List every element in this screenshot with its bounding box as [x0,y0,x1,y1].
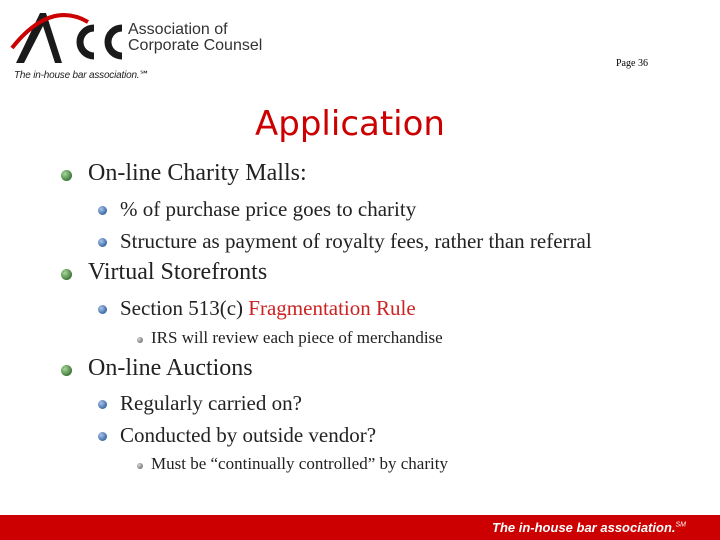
service-mark: SM [675,521,686,529]
bullet-text: IRS will review each piece of merchandise [151,328,443,347]
page-number: Page 36 [616,58,648,69]
bullet-level2-icon [98,305,107,314]
bullet-text: Structure as payment of royalty fees, rather than referral [120,229,592,253]
bullet-level3-icon [137,463,143,469]
bullet-text: Must be “continually controlled” by charity [151,454,448,473]
bullet-item-level1 [88,160,307,187]
logo-tagline: The in-house bar association.℠ [14,70,150,81]
bullet-item-level2 [120,391,302,416]
bullet-text: Conducted by outside vendor? [120,423,377,447]
logo-org-line1: Association of [128,21,228,38]
bullet-text: % of purchase price goes to charity [120,197,417,221]
bullet-item-level2 [120,296,416,321]
logo-org-line2: Corporate Counsel [128,37,263,54]
logo-org-name [128,22,268,54]
footer-tagline [492,520,686,535]
bullet-item-level3 [151,454,448,474]
footer-tagline-text: The in-house bar association. [492,520,676,535]
bullet-text: On-line Charity Malls: [88,160,307,186]
bullet-level1-icon [61,170,72,181]
acc-monogram-icon [10,8,130,68]
bullet-text: On-line Auctions [88,355,253,381]
bullet-item-level2 [120,423,376,448]
bullet-level1-icon [61,365,72,376]
bullet-item-level1 [88,355,253,382]
footer-bar [0,515,720,540]
bullet-item-level2 [120,229,592,254]
acc-logo [10,8,263,83]
bullet-text: Virtual Storefronts [88,259,268,285]
bullet-text: Regularly carried on? [120,391,302,415]
bullet-item-level1 [88,259,267,286]
bullet-level2-icon [98,206,107,215]
bullet-level2-icon [98,238,107,247]
bullet-item-level3 [151,328,443,348]
bullet-text: Section 513(c) [120,296,249,320]
bullet-item-level2 [120,197,416,222]
bullet-level2-icon [98,432,107,441]
bullet-level1-icon [61,269,72,280]
slide-title: Application [255,104,445,144]
bullet-level2-icon [98,400,107,409]
fragmentation-rule-highlight: Fragmentation Rule [248,296,416,320]
bullet-level3-icon [137,337,143,343]
